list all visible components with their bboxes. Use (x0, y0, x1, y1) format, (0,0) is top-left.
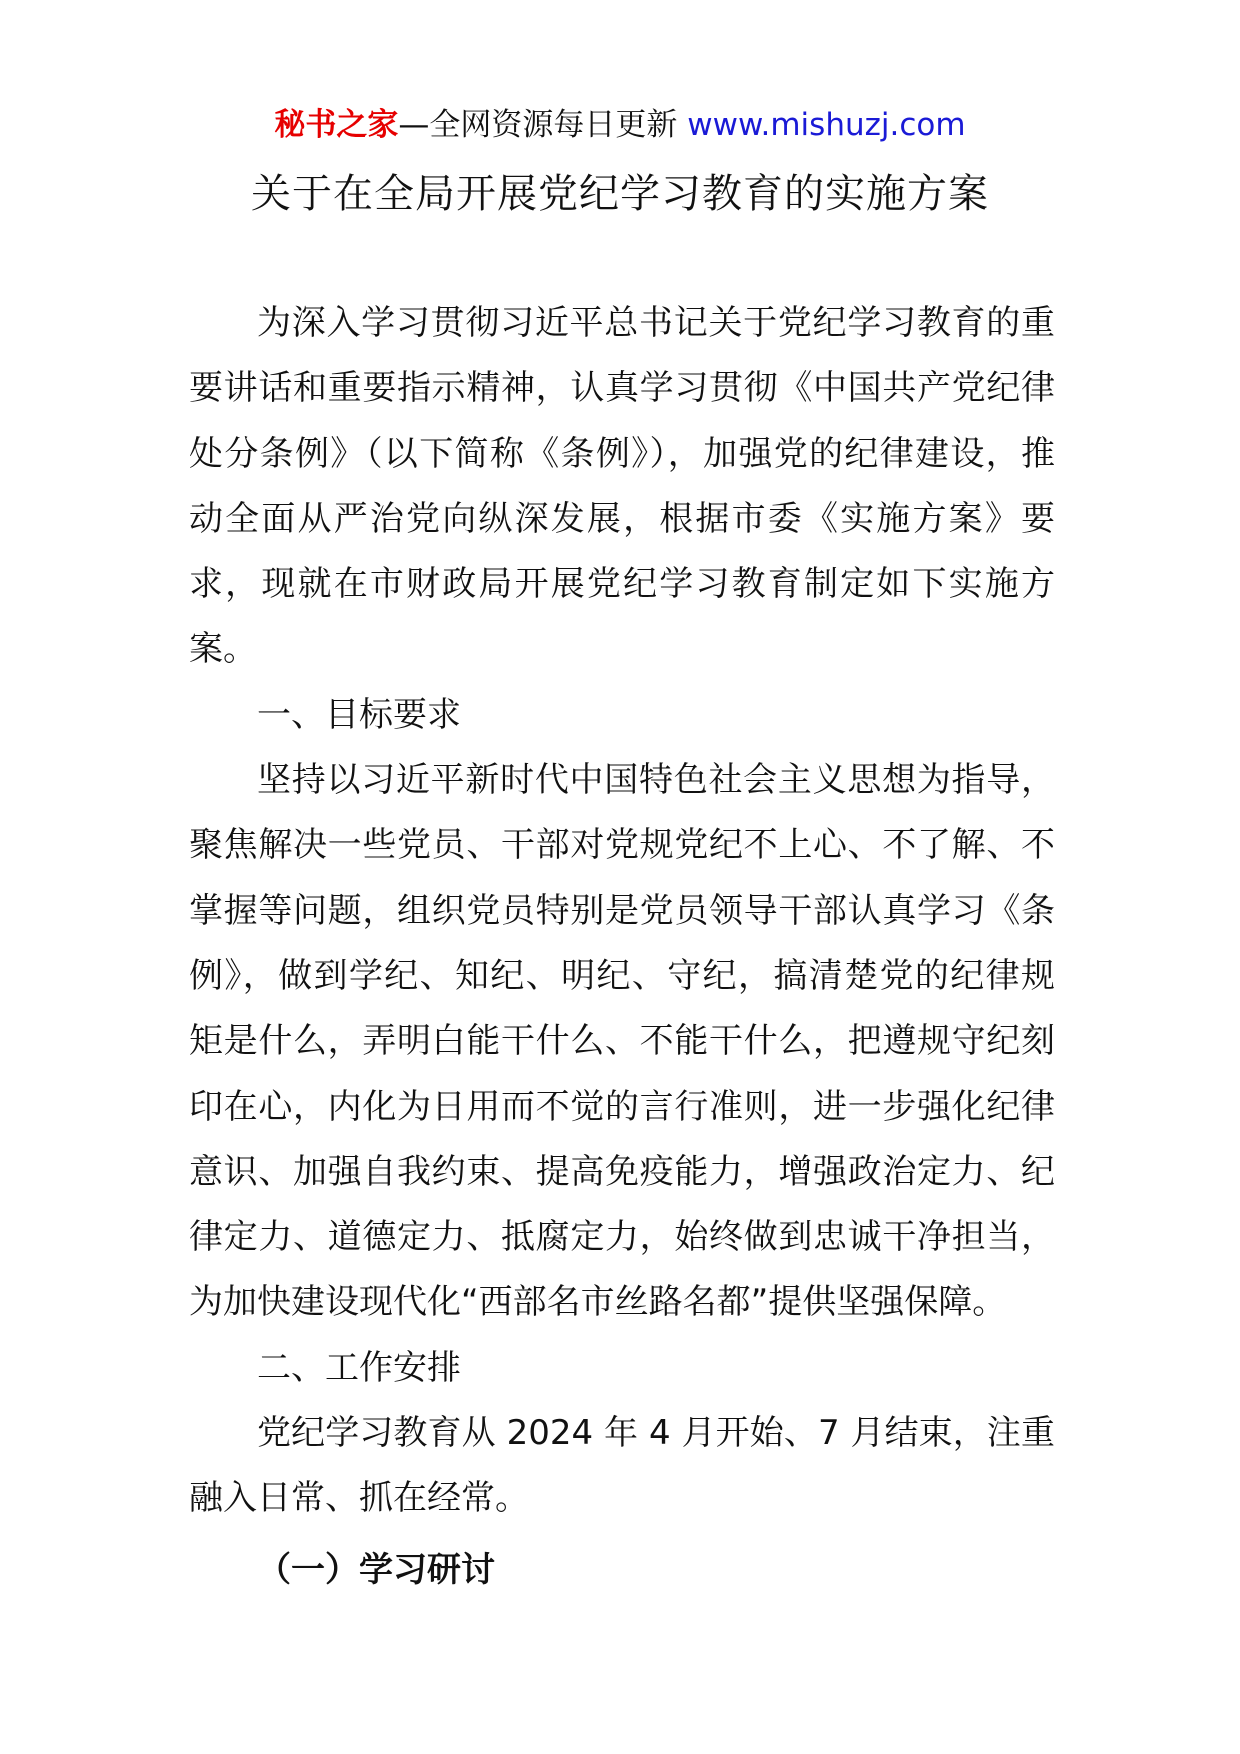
goals-paragraph: 坚持以习近平新时代中国特色社会主义思想为指导，聚焦解决一些党员、干部对党规党纪不上心、不了解、不掌握等问题，组织党员特别是党员领导干部认真学习《条例》，做到学纪、知纪、明纪、守纪，搞清楚党的纪律规矩是什么，弄明白能干什么、不能干什么，把遵规守纪刻印在心，内化为日用而不觉的言行准则，进一步强化纪律意识、加强自我约束、提高免疫能力，增强政治定力、纪律定力、道德定力、抵腐定力，始终做到忠诚干净担当，为加快建设现代化“西部名市丝路名都”提供坚强保障。 (189, 760, 1055, 1323)
document-body (189, 291, 1055, 1603)
arrangement-paragraph: 党纪学习教育从 2024 年 4 月开始、7 月结束，注重融入日常、抓在经常。 (189, 1413, 1055, 1519)
subsection-heading-study: （一）学习研讨 (257, 1549, 495, 1590)
document-title: 关于在全局开展党纪学习教育的实施方案 (251, 171, 989, 217)
intro-paragraph: 为深入学习贯彻习近平总书记关于党纪学习教育的重要讲话和重要指示精神，认真学习贯彻《中国共产党纪律处分条例》（以下简称《条例》），加强党的纪律建设，推动全面从严治党向纵深发展，根据市委《实施方案》要求，现就在市财政局开展党纪学习教育制定如下实施方案。 (189, 303, 1055, 670)
brand-name: 秘书之家 (274, 107, 399, 143)
header-tagline: —全网资源每日更新 (398, 107, 678, 143)
section-heading-goals: 一、目标要求 (257, 694, 461, 735)
site-header (0, 103, 1240, 147)
site-url-link[interactable]: www.mishuzj.com (687, 107, 966, 143)
section-heading-arrangement: 二、工作安排 (257, 1347, 461, 1388)
